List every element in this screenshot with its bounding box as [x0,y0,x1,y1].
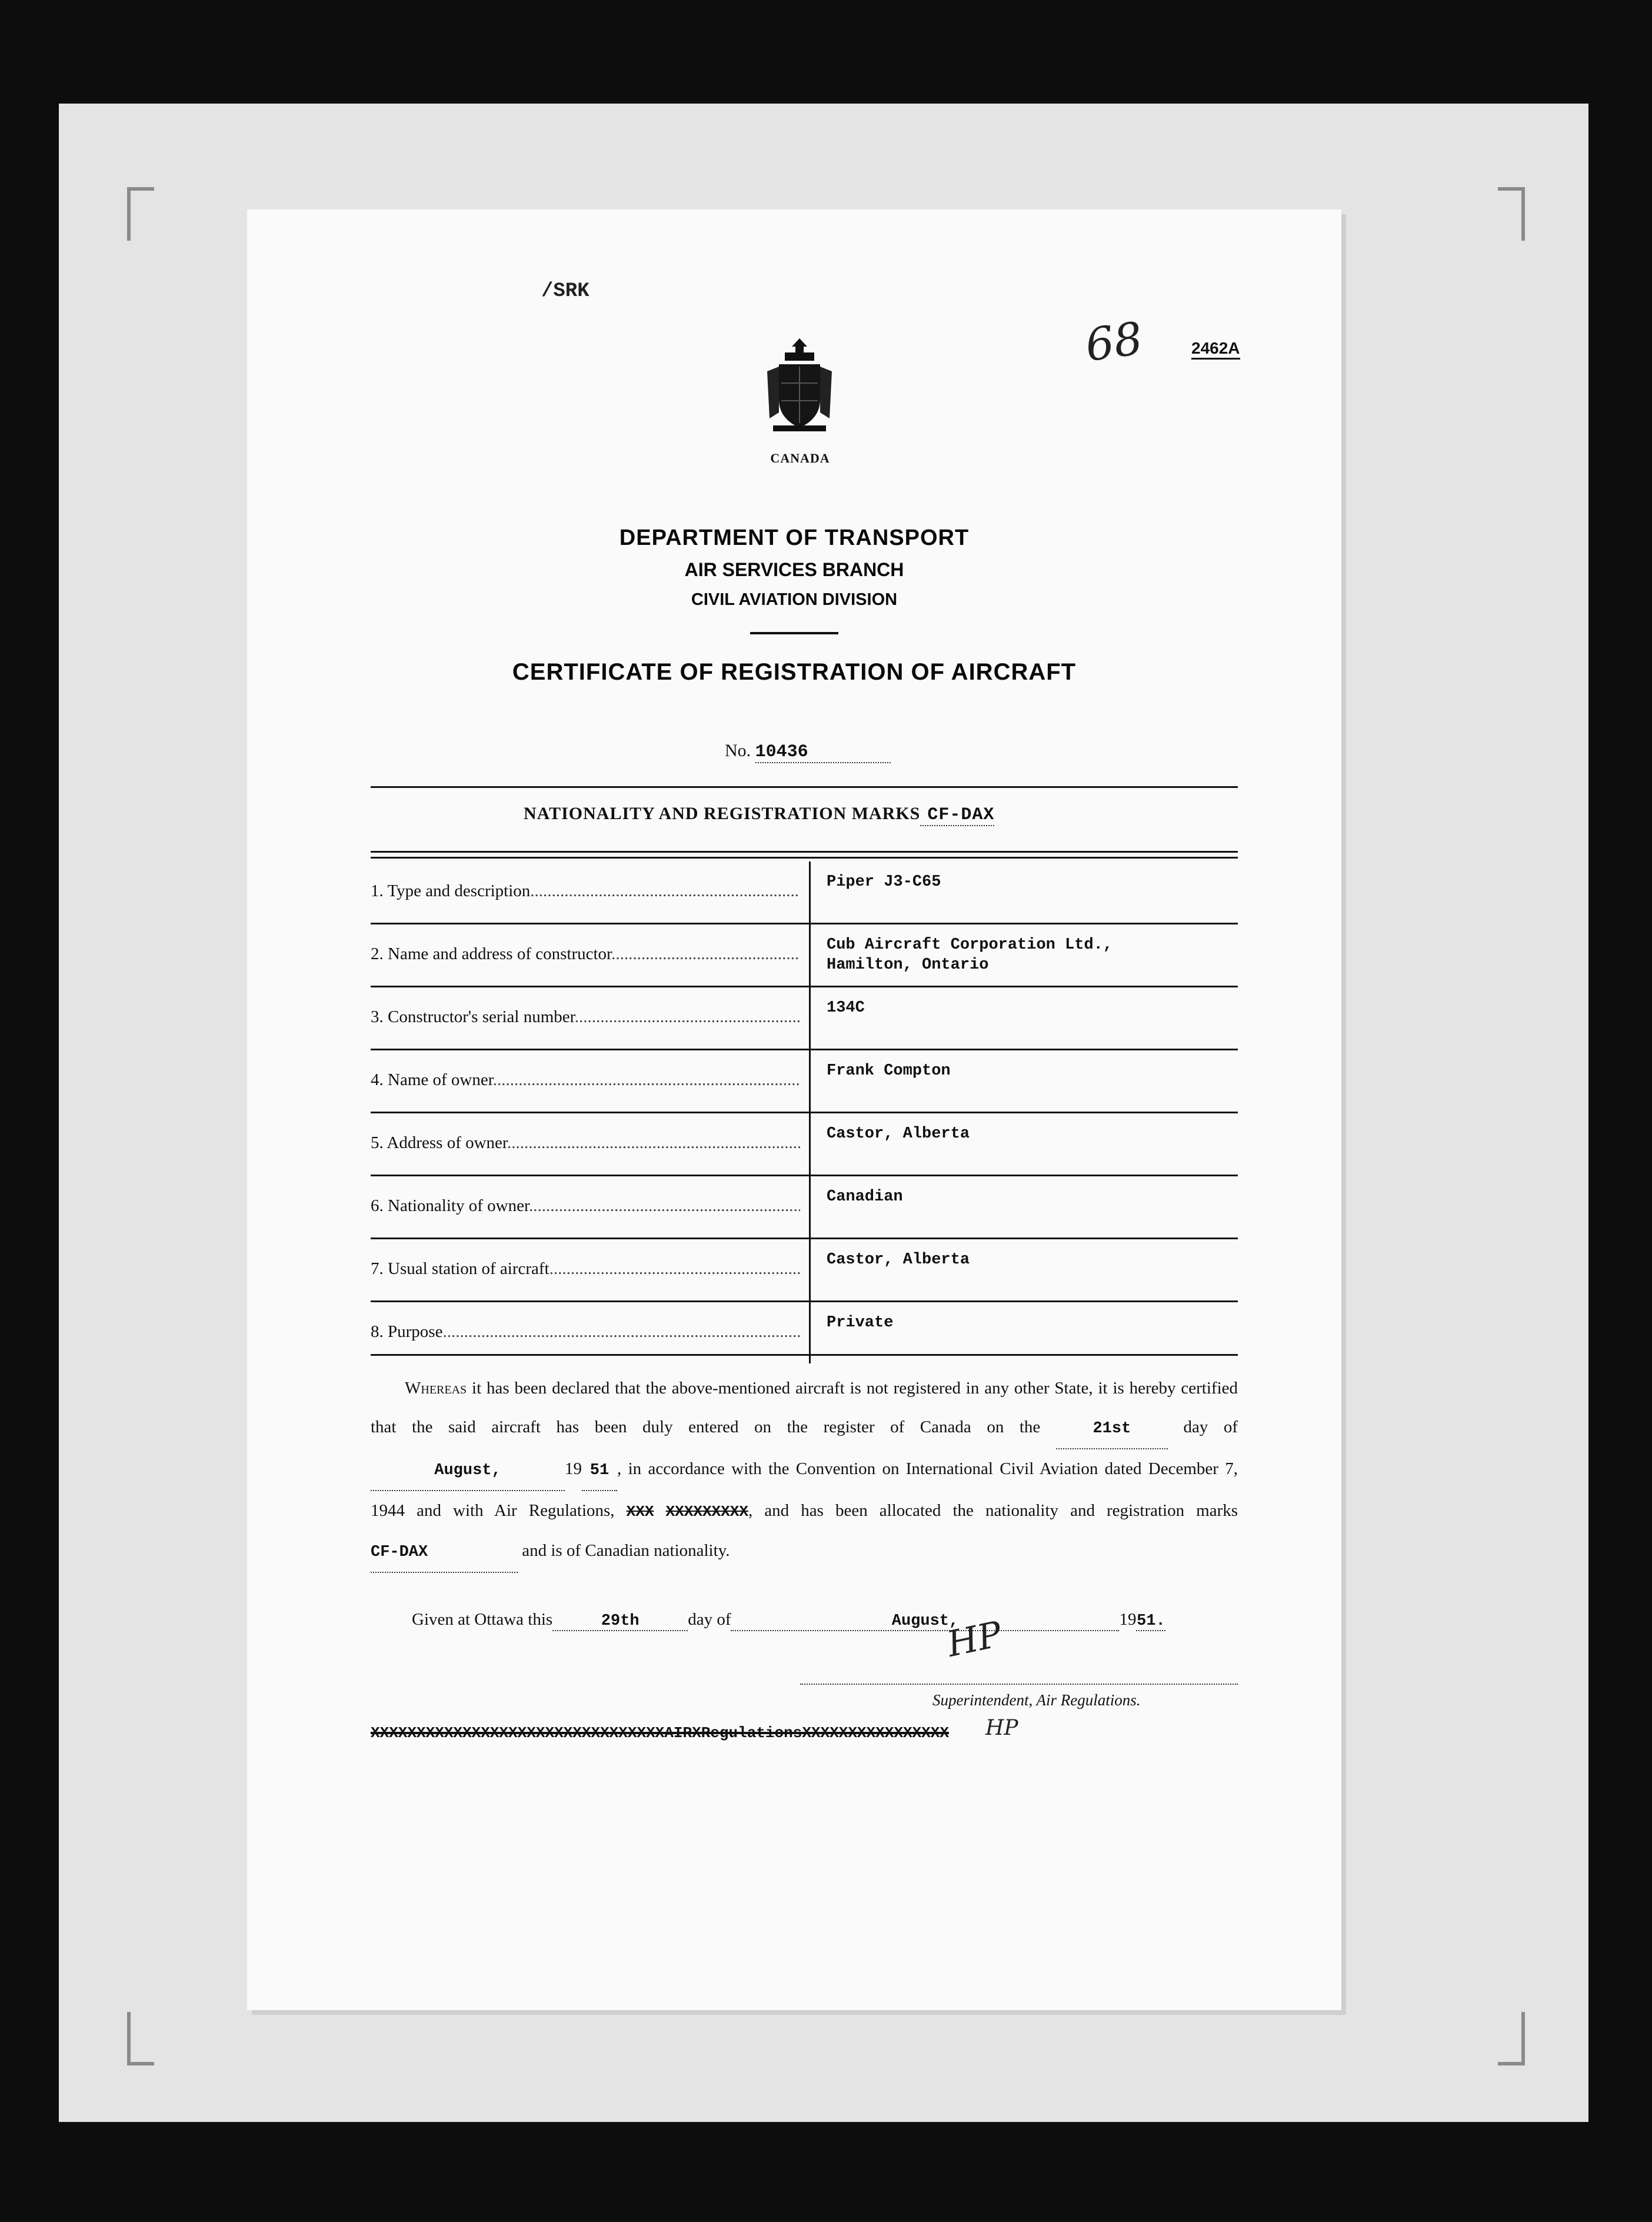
row-label: 8. Purpose ..... [371,1322,800,1342]
row-label: 7. Usual station of aircraft ..... [371,1259,800,1279]
divider-double-1 [371,851,1238,853]
whereas-word: Whereas [405,1379,467,1398]
serial-mark: /SRK [541,280,589,302]
signature-initials: HP [943,1614,1005,1665]
row-label: 6. Nationality of owner ..... [371,1196,800,1216]
table-row [371,1239,1238,1302]
signature-line [800,1684,1238,1685]
allocated-marks: CF-DAX [371,1533,518,1573]
given-month: August, [731,1612,1119,1631]
row-label: 1. Type and description ..... [371,882,800,901]
handwritten-page-number: 68 [1082,311,1146,372]
country-label: CANADA [770,451,830,465]
registration-year: 51 [582,1451,617,1491]
row-label: 2. Name and address of constructor ..... [371,944,800,964]
column-divider [809,1176,811,1238]
divider-bottom [371,1354,1238,1356]
crop-bracket-bottom-right [1498,2012,1525,2065]
table-row [371,1050,1238,1113]
struck-text-2: XXXXXXXXX [665,1503,748,1521]
struck-text-1: XXX [626,1503,654,1521]
year-prefix: 19 [565,1459,582,1478]
paragraph-part-1: it has been declared that the above-mentioned aircraft is not registered in any other State, it is hereby certified that the said aircraft has been duly entered on the register of Canada on the [371,1379,1238,1436]
department-title: DEPARTMENT OF TRANSPORT [619,525,970,550]
registration-day: 21st [1056,1409,1168,1449]
given-line [412,1610,1165,1631]
footer-initials: HP [985,1716,1018,1740]
row-value: 134C [827,999,865,1017]
row-value: Piper J3-C65 [827,873,941,891]
column-divider [809,861,811,923]
day-of-text: day of [1183,1418,1238,1436]
paragraph-part-4: and is of Canadian nationality. [522,1541,730,1560]
marks-label: NATIONALITY AND REGISTRATION MARKS [524,804,921,823]
crop-bracket-top-left [127,187,154,241]
signature-title: Superintendent, Air Regulations. [932,1691,1141,1709]
certificate-title: CERTIFICATE OF REGISTRATION OF AIRCRAFT [512,659,1077,685]
row-label: 5. Address of owner ..... [371,1133,800,1153]
given-year-prefix: 19 [1119,1610,1137,1629]
column-divider [809,924,811,986]
certification-paragraph [371,1369,1238,1573]
crop-bracket-bottom-left [127,2012,154,2065]
divider-top [371,786,1238,788]
column-divider [809,1113,811,1175]
row-label: 3. Constructor's serial number ..... [371,1007,800,1027]
coat-of-arms-icon [761,336,838,436]
division-title: CIVIL AVIATION DIVISION [691,590,898,609]
given-year: 51. [1137,1612,1165,1630]
number-label: No. [725,741,751,760]
branch-title: AIR SERVICES BRANCH [684,559,904,580]
column-divider [809,1239,811,1300]
struck-footer-note: XXXXXXXXXXXXXXXXXXXXXXXXXXXXXXXXAIRXRegulationsXXXXXXXXXXXXXXXX [371,1724,949,1742]
table-row [371,1176,1238,1239]
table-row [371,987,1238,1050]
table-row [371,924,1238,987]
row-value: Cub Aircraft Corporation Ltd., Hamilton, Ontario [827,936,1113,974]
row-label: 4. Name of owner ..... [371,1070,800,1090]
paragraph-part-3: , and has been allocated the nationality and registration marks [748,1501,1238,1520]
given-day-of: day of [688,1610,731,1629]
certificate-number-line [725,741,891,763]
column-divider [809,987,811,1049]
form-code: 2462A [1191,339,1240,360]
table-row [371,1113,1238,1176]
registration-marks: CF-DAX [920,805,994,826]
paragraph-part-2: , in accordance with the Convention on International Civil Aviation dated December 7, 1944 and with Air Regulations, [371,1459,1238,1520]
given-day: 29th [552,1612,688,1631]
row-value: Castor, Alberta [827,1251,970,1269]
crop-bracket-top-right [1498,187,1525,241]
registration-marks-line [524,804,994,825]
registration-table [371,861,1238,1363]
given-prefix: Given at Ottawa this [412,1610,553,1629]
column-divider [809,1050,811,1112]
row-value: Private [827,1314,894,1332]
header-block [247,521,1341,686]
row-value: Canadian [827,1188,903,1206]
row-value: Frank Compton [827,1062,951,1080]
registration-month: August, [371,1451,565,1491]
certificate-number: 10436 [755,742,891,763]
table-row [371,861,1238,924]
divider-double-2 [371,857,1238,859]
header-divider [750,632,838,634]
certificate-paper [247,209,1341,2010]
row-value: Castor, Alberta [827,1125,970,1143]
